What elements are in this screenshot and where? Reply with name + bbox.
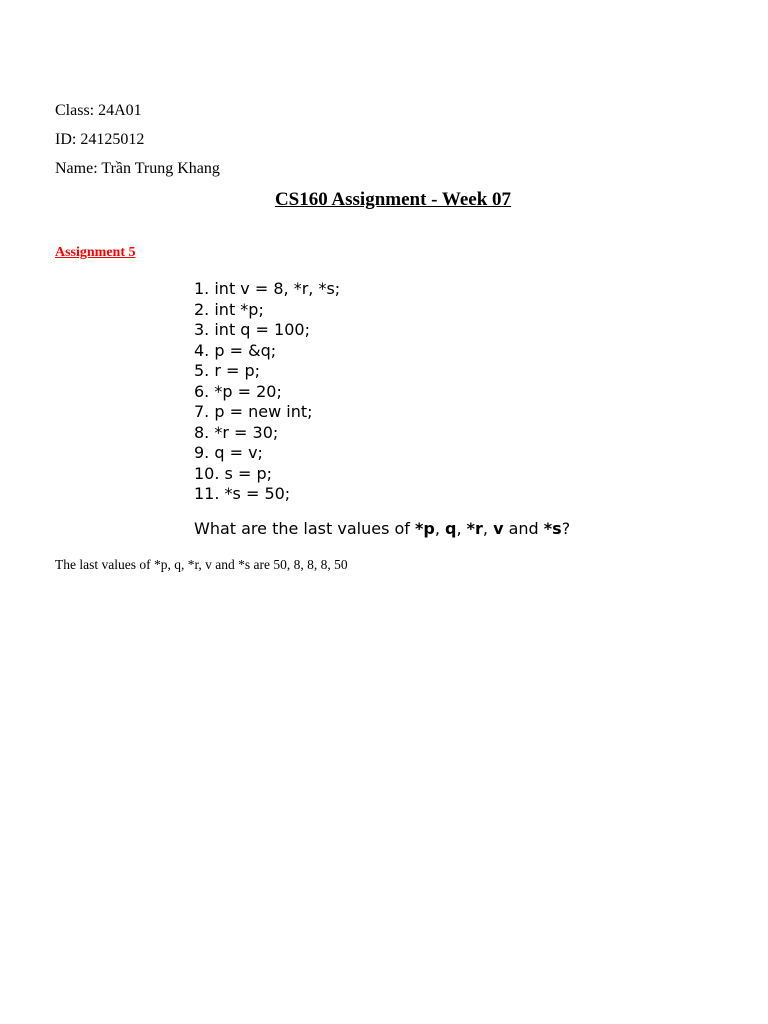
question-var-r: *r (466, 518, 483, 538)
question-var-q: q (445, 518, 457, 538)
code-line: 6. *p = 20; (194, 381, 282, 401)
question-var-v: v (493, 518, 504, 538)
code-line: 1. int v = 8, *r, *s; (194, 279, 341, 298)
code-line: 4. p = &q; (194, 340, 277, 360)
code-line: 11. *s = 50; (194, 484, 291, 503)
code-line: 10. s = p; (194, 463, 272, 483)
code-line: 3. int q = 100; (194, 320, 310, 339)
student-name-line: Name: Trần Trung Khang (55, 160, 220, 177)
code-line: 7. p = new int; (194, 402, 313, 421)
document-title: CS160 Assignment - Week 07 (274, 189, 512, 210)
answer-text: The last values of *p, q, *r, v and *s are 50, 8, 8, 8, 50 (55, 557, 348, 572)
question-and: and (503, 518, 544, 538)
class-line: Class: 24A01 (55, 102, 142, 119)
code-line: 5. r = p; (194, 361, 261, 380)
question-separator: , (482, 518, 494, 538)
question-suffix: ? (561, 518, 571, 538)
assignment-heading: Assignment 5 (55, 245, 136, 260)
question-prefix: What are the last values of (194, 518, 416, 538)
question-var-p: *p (415, 518, 435, 538)
question-separator: , (456, 518, 467, 538)
question-separator: , (434, 518, 446, 538)
question-var-s: *s (543, 518, 562, 538)
code-line: 8. *r = 30; (194, 422, 279, 442)
question-text (194, 519, 614, 539)
code-figure (194, 279, 614, 539)
code-line: 9. q = v; (194, 443, 263, 462)
code-line: 2. int *p; (194, 299, 264, 319)
student-id-line: ID: 24125012 (55, 131, 145, 148)
